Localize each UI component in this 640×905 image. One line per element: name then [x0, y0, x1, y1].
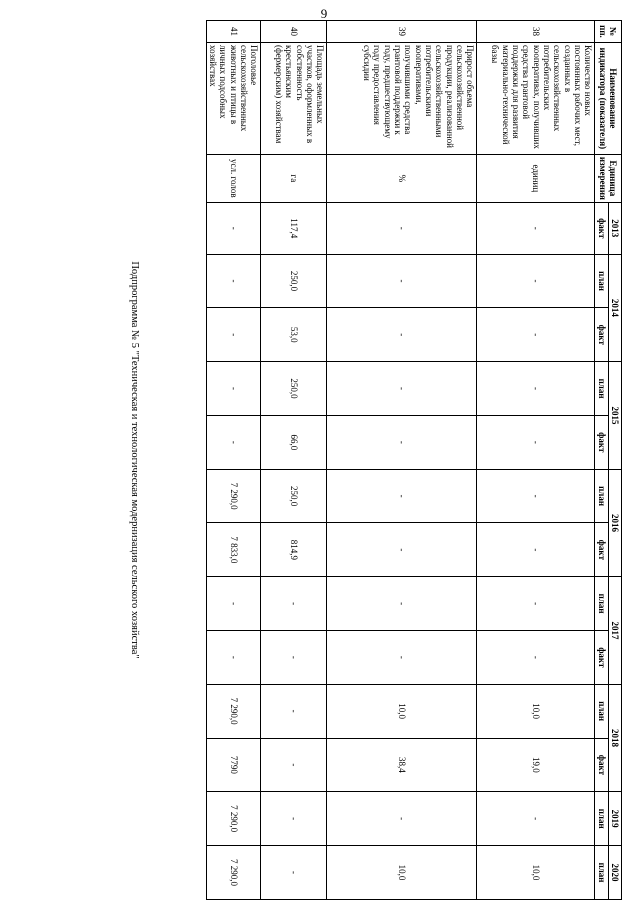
value-cell: - — [261, 792, 327, 846]
value-cell: 7 833,0 — [206, 523, 261, 577]
value-cell: - — [261, 684, 327, 738]
value-cell: - — [261, 738, 327, 792]
value-cell: - — [327, 631, 477, 685]
value-cell: - — [477, 469, 595, 523]
header-plan: план — [595, 362, 608, 416]
value-cell: 53,0 — [261, 308, 327, 362]
header-plan: план — [595, 846, 608, 900]
value-cell: - — [477, 308, 595, 362]
indicators-table — [206, 20, 622, 900]
header-num: № пп. — [595, 21, 622, 43]
value-cell: 7 290,0 — [206, 684, 261, 738]
value-cell: - — [261, 631, 327, 685]
row-indicator-name: Поголовье сельскохозяйственных животных и птицы в личных подсобных хозяйствах — [206, 42, 261, 154]
value-cell: 117,4 — [261, 202, 327, 254]
value-cell: - — [327, 469, 477, 523]
value-cell: - — [206, 254, 261, 308]
value-cell: - — [261, 577, 327, 631]
value-cell: 250,0 — [261, 254, 327, 308]
row-num: 40 — [261, 21, 327, 43]
value-cell: - — [206, 362, 261, 416]
value-cell: - — [206, 577, 261, 631]
header-plan: план — [595, 792, 608, 846]
value-cell: 7790 — [206, 738, 261, 792]
value-cell: 250,0 — [261, 362, 327, 416]
value-cell: - — [477, 254, 595, 308]
value-cell: - — [477, 523, 595, 577]
header-fact: факт — [595, 523, 608, 577]
row-indicator-name: Прирост объема сельскохозяйственной продукции, реализованной сельскохозяйственными потребительскими кооперативами, получившими средства грантовой поддержки к году, предшествующему году предоставления субсидии — [327, 42, 477, 154]
value-cell: 10,0 — [477, 684, 595, 738]
value-cell: - — [206, 202, 261, 254]
value-cell: - — [477, 362, 595, 416]
value-cell: - — [261, 846, 327, 900]
header-plan: план — [595, 577, 608, 631]
value-cell: - — [327, 202, 477, 254]
row-num: 38 — [477, 21, 595, 43]
value-cell: 10,0 — [327, 846, 477, 900]
value-cell: - — [327, 523, 477, 577]
header-year-2018: 2018 — [608, 684, 621, 792]
header-fact: факт — [595, 308, 608, 362]
header-plan: план — [595, 254, 608, 308]
header-year-2017: 2017 — [608, 577, 621, 685]
value-cell: 250,0 — [261, 469, 327, 523]
value-cell: - — [327, 362, 477, 416]
table-row-38 — [477, 21, 595, 900]
header-year-2020: 2020 — [608, 846, 621, 900]
value-cell: - — [206, 308, 261, 362]
value-cell: - — [327, 308, 477, 362]
value-cell: - — [206, 415, 261, 469]
header-name: Наименование индикатора (показателя) — [595, 42, 622, 154]
year-header-row — [608, 21, 621, 900]
table-row-41 — [206, 21, 261, 900]
table-row-39 — [327, 21, 477, 900]
value-cell: 19,0 — [477, 738, 595, 792]
value-cell: 10,0 — [477, 846, 595, 900]
value-cell: - — [477, 577, 595, 631]
header-year-2019: 2019 — [608, 792, 621, 846]
value-cell: - — [477, 415, 595, 469]
header-fact: факт — [595, 202, 608, 254]
row-indicator-name: Площадь земельных участков, оформленных в собственность крестьянским (фермерским) хозяйствам — [261, 42, 327, 154]
header-plan: план — [595, 469, 608, 523]
value-cell: - — [477, 792, 595, 846]
subprogram-title: Подпрограмма № 5 "Техническая и технологическая модернизация сельского хозяйства" — [129, 261, 140, 659]
row-num: 41 — [206, 21, 261, 43]
row-unit: усл. голов — [206, 154, 261, 202]
value-cell: 10,0 — [327, 684, 477, 738]
value-cell: 7 290,0 — [206, 792, 261, 846]
header-fact: факт — [595, 631, 608, 685]
value-cell: 814,9 — [261, 523, 327, 577]
header-plan: план — [595, 684, 608, 738]
value-cell: - — [477, 631, 595, 685]
page-number: 9 — [320, 6, 328, 21]
value-cell: - — [327, 792, 477, 846]
header-year-2016: 2016 — [608, 469, 621, 577]
row-unit: га — [261, 154, 327, 202]
value-cell: - — [477, 202, 595, 254]
row-unit: единиц — [477, 154, 595, 202]
header-fact: факт — [595, 415, 608, 469]
value-cell: - — [206, 631, 261, 685]
value-cell: 7 290,0 — [206, 846, 261, 900]
table-row-40 — [261, 21, 327, 900]
value-cell: - — [327, 415, 477, 469]
header-fact: факт — [595, 738, 608, 792]
value-cell: - — [327, 577, 477, 631]
header-year-2014: 2014 — [608, 254, 621, 362]
header-year-2013: 2013 — [608, 202, 621, 254]
row-unit: % — [327, 154, 477, 202]
row-indicator-name: Количество новых постоянных рабочих мест, созданных в сельскохозяйственных потребительских кооперативах, получивших средства грантовой поддержки для развития материально-технической базы — [477, 42, 595, 154]
value-cell: 7 290,0 — [206, 469, 261, 523]
rotated-page-content — [122, 20, 622, 900]
header-year-2015: 2015 — [608, 362, 621, 470]
row-num: 39 — [327, 21, 477, 43]
header-unit: Единица измерения — [595, 154, 622, 202]
value-cell: 38,4 — [327, 738, 477, 792]
value-cell: 66,0 — [261, 415, 327, 469]
value-cell: - — [327, 254, 477, 308]
